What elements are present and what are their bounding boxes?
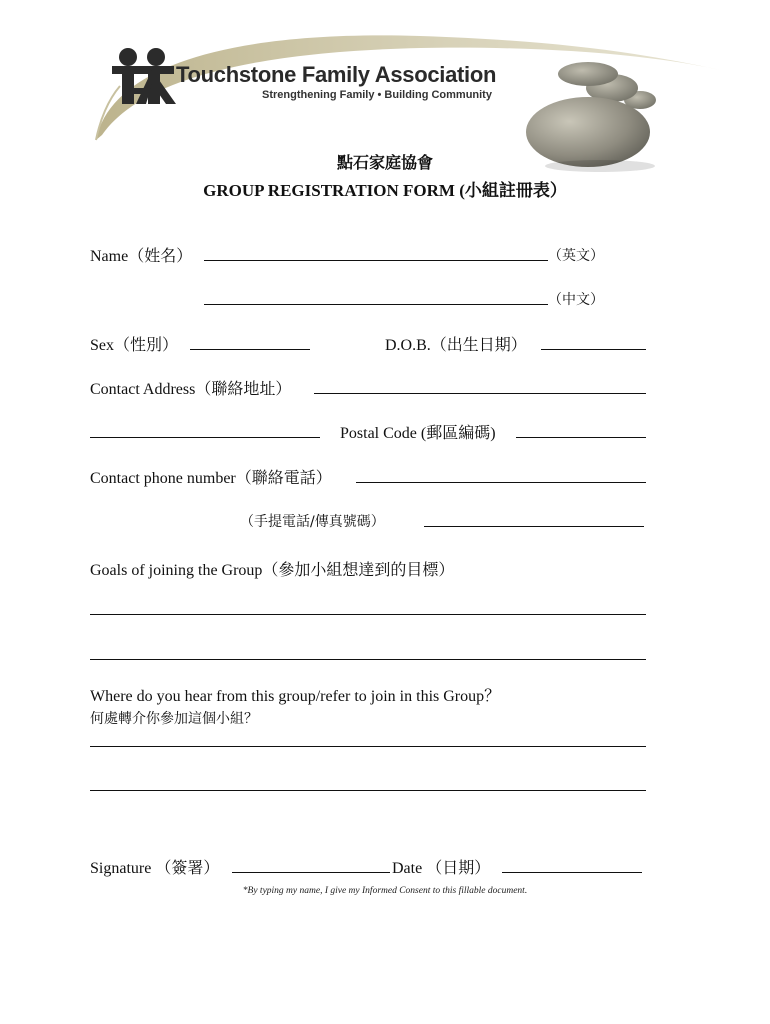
address-field-2[interactable]: [90, 437, 320, 438]
signature-field[interactable]: [232, 872, 390, 873]
logo-title: Touchstone Family Association: [176, 62, 497, 87]
name-english-field[interactable]: [204, 260, 548, 261]
sex-field[interactable]: [190, 349, 310, 350]
form-title-chinese: 點石家庭協會: [336, 153, 433, 172]
name-chinese-field[interactable]: [204, 304, 548, 305]
goals-field-1[interactable]: [90, 614, 646, 615]
date-label: Date （日期）: [392, 860, 491, 877]
mobile-field[interactable]: [424, 526, 644, 527]
referral-label: Where do you hear from this group/refer to join in this Group？: [90, 688, 501, 705]
name-english-suffix: （英文）: [548, 248, 604, 264]
postal-code-label: Postal Code (郵區編碼): [340, 425, 496, 442]
referral-label-chinese: 何處轉介你參加這個小組？: [90, 711, 258, 727]
name-chinese-suffix: （中文）: [548, 292, 604, 308]
sex-label: Sex（性別）: [90, 337, 179, 354]
signature-label: Signature （簽署）: [90, 860, 220, 877]
address-label: Contact Address（聯絡地址）: [90, 381, 292, 398]
phone-label: Contact phone number（聯絡電話）: [90, 470, 332, 487]
mobile-label: （手提電話/傳真號碼）: [240, 514, 385, 530]
referral-field-1[interactable]: [90, 746, 646, 747]
form-title: GROUP REGISTRATION FORM (小組註冊表）: [203, 181, 567, 200]
address-field-1[interactable]: [314, 393, 646, 394]
goals-field-2[interactable]: [90, 659, 646, 660]
name-label: Name（姓名）: [90, 248, 193, 265]
goals-label: Goals of joining the Group（參加小組想達到的目標）: [90, 562, 455, 579]
consent-footnote: *By typing my name, I give my Informed Consent to this fillable document.: [242, 886, 528, 896]
referral-field-2[interactable]: [90, 790, 646, 791]
phone-field[interactable]: [356, 482, 646, 483]
logo-tagline: Strengthening Family • Building Community: [262, 89, 492, 101]
date-field[interactable]: [502, 872, 642, 873]
dob-field[interactable]: [541, 349, 646, 350]
postal-code-field[interactable]: [516, 437, 646, 438]
dob-label: D.O.B.（出生日期）: [385, 337, 527, 354]
